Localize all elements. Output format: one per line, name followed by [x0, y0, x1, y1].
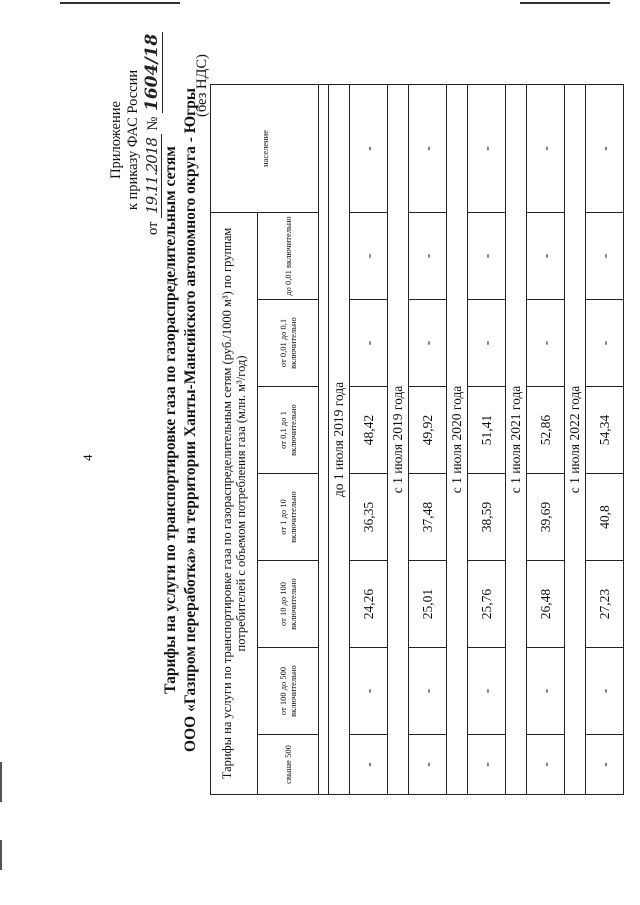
- column-header: до 0,01 включительно: [258, 212, 319, 299]
- column-header: от 1 до 10 включительно: [258, 474, 319, 561]
- tariff-value: 38,59: [468, 474, 506, 561]
- tariff-value: -: [527, 300, 565, 387]
- tariff-value: -: [586, 300, 624, 387]
- tariff-value: 51,41: [468, 387, 506, 474]
- tariff-table: [210, 84, 624, 795]
- tariff-value: -: [586, 212, 624, 299]
- tariff-value: -: [350, 735, 388, 795]
- table-row: [350, 84, 388, 794]
- tariff-value: 49,92: [409, 387, 447, 474]
- tariff-value: -: [409, 300, 447, 387]
- tariff-value: -: [468, 735, 506, 795]
- tariff-value: -: [586, 735, 624, 795]
- order-prefix: от: [145, 221, 161, 235]
- annex-header: [108, 55, 142, 225]
- period-label: с 1 июля 2021 года: [506, 84, 527, 794]
- order-number-sign: №: [145, 116, 161, 131]
- tariff-value: 40,8: [586, 474, 624, 561]
- tariff-value: 24,26: [350, 561, 388, 648]
- table-group-header: Тарифы на услуги по транспортировке газа по газораспределительным сетям (руб./1000 м³) по группам потребителей с объемом потребления газа (млн. м³/год): [211, 212, 258, 794]
- annex-order-ref: к приказу ФАС России: [125, 69, 141, 211]
- column-header: население: [211, 84, 319, 212]
- tariff-value: 25,76: [468, 561, 506, 648]
- tariff-value: -: [527, 648, 565, 735]
- tariff-value: 52,86: [527, 387, 565, 474]
- tariff-value: 54,34: [586, 387, 624, 474]
- column-header: от 0,01 до 0,1 включительно: [258, 300, 319, 387]
- tariff-value: 25,01: [409, 561, 447, 648]
- order-number-handwritten: 1604/18: [142, 33, 162, 111]
- vat-note: (без НДС): [194, 54, 210, 117]
- tariff-value: 48,42: [350, 387, 388, 474]
- annex-label: Приложение: [108, 101, 124, 179]
- table-row: [468, 84, 506, 794]
- table-row: [586, 84, 624, 794]
- tariff-value: 36,35: [350, 474, 388, 561]
- tariff-value: -: [409, 212, 447, 299]
- period-label: с 1 июля 2020 года: [447, 84, 468, 794]
- document-title-line-1: Тарифы на услуги по транспортировке газа по газораспределительным сетям: [162, 146, 179, 694]
- period-row: [506, 84, 527, 794]
- column-header: от 100 до 500 включительно: [258, 648, 319, 735]
- tariff-value: -: [527, 84, 565, 212]
- tariff-value: 37,48: [409, 474, 447, 561]
- tariff-value: -: [468, 648, 506, 735]
- tariff-value: -: [409, 735, 447, 795]
- tariff-value: -: [350, 84, 388, 212]
- period-row: [388, 84, 409, 794]
- tariff-value: -: [409, 648, 447, 735]
- table-spacer: [319, 84, 329, 794]
- tariff-value: 26,48: [527, 561, 565, 648]
- table-row: [527, 84, 565, 794]
- period-label: с 1 июля 2022 года: [565, 84, 586, 794]
- tariff-value: 39,69: [527, 474, 565, 561]
- tariff-value: -: [350, 300, 388, 387]
- period-row: [447, 84, 468, 794]
- tariff-value: -: [527, 735, 565, 795]
- period-row: [565, 84, 586, 794]
- tariff-value: 27,23: [586, 561, 624, 648]
- tariff-value: -: [350, 648, 388, 735]
- tariff-value: -: [586, 84, 624, 212]
- period-label: с 1 июля 2019 года: [388, 84, 409, 794]
- tariff-value: -: [468, 300, 506, 387]
- tariff-value: -: [527, 212, 565, 299]
- tariff-value: -: [586, 648, 624, 735]
- table-row: [409, 84, 447, 794]
- document-title-line-2: ООО «Газпром переработка» на территории Ханты-Мансийского автономного округа - Югры: [182, 88, 199, 752]
- period-label: до 1 июля 2019 года: [329, 84, 350, 794]
- tariff-value: -: [468, 84, 506, 212]
- order-date-handwritten: 19.11.2018: [143, 134, 162, 218]
- order-date-number: [142, 32, 163, 235]
- tariff-value: -: [468, 212, 506, 299]
- column-header: от 0,1 до 1 включительно: [258, 387, 319, 474]
- column-header: свыше 500: [258, 735, 319, 795]
- tariff-value: -: [350, 212, 388, 299]
- tariff-value: -: [409, 84, 447, 212]
- period-row: [329, 84, 350, 794]
- column-header: от 10 до 100 включительно: [258, 561, 319, 648]
- page-number: 4: [80, 454, 95, 461]
